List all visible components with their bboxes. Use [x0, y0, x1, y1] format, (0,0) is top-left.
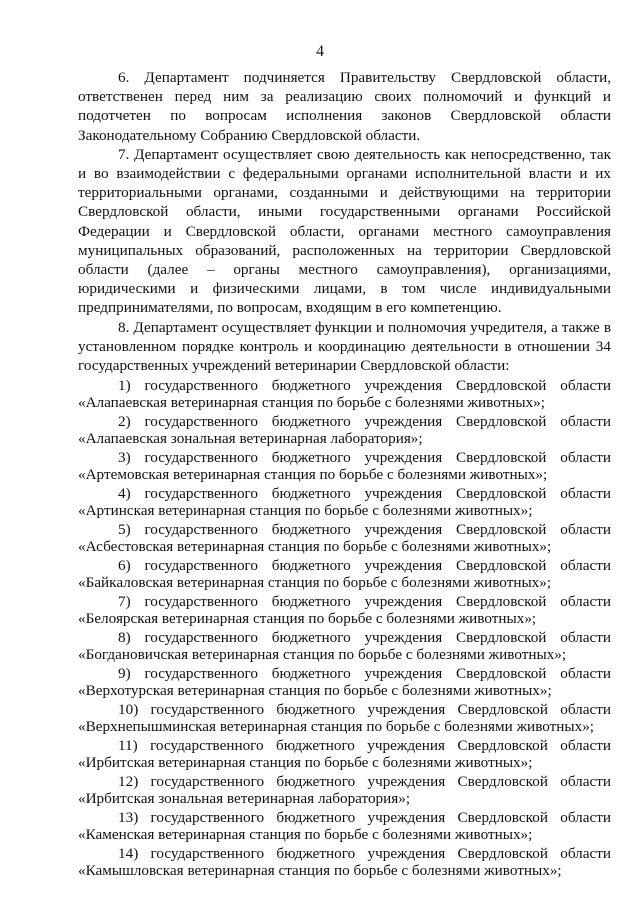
paragraph-6: 6. Департамент подчиняется Правительству Свердловской области, ответственен перед ним за реализацию своих полномочий и функций и подотчетен по вопросам исполнения законов Свердловской области Законодательному Собранию Свердловской области. — [78, 69, 611, 144]
list-item-name: «Богдановичская ветеринарная станция по борьбе с болезнями животных»; — [78, 645, 567, 663]
list-item-heading: 13) государственного бюджетного учреждения Свердловской области — [118, 809, 611, 827]
list-item — [78, 558, 611, 591]
list-item — [78, 810, 611, 843]
list-item-heading: 4) государственного бюджетного учреждения Свердловской области — [118, 485, 611, 503]
list-item — [78, 594, 611, 627]
institution-list — [78, 378, 611, 879]
list-item-name: «Каменская ветеринарная станция по борьбе с болезнями животных»; — [78, 825, 533, 843]
list-item-heading: 14) государственного бюджетного учреждения Свердловской области — [118, 845, 611, 863]
list-item — [78, 738, 611, 771]
list-item-heading: 3) государственного бюджетного учреждения Свердловской области — [118, 449, 611, 467]
list-item-name: «Асбестовская ветеринарная станция по борьбе с болезнями животных»; — [78, 537, 552, 555]
list-item — [78, 486, 611, 519]
list-item-heading: 8) государственного бюджетного учреждения Свердловской области — [118, 629, 611, 647]
list-item-heading: 11) государственного бюджетного учреждения Свердловской области — [118, 737, 611, 755]
list-item-heading: 12) государственного бюджетного учреждения Свердловской области — [118, 773, 611, 791]
list-item-heading: 2) государственного бюджетного учреждения Свердловской области — [118, 413, 611, 431]
list-item-name: «Алапаевская зональная ветеринарная лаборатория»; — [78, 429, 423, 447]
list-item-name: «Ирбитская ветеринарная станция по борьбе с болезнями животных»; — [78, 753, 533, 771]
list-item-heading: 7) государственного бюджетного учреждения Свердловской области — [118, 593, 611, 611]
list-item-name: «Ирбитская зональная ветеринарная лаборатория»; — [78, 789, 411, 807]
document-body — [78, 68, 611, 879]
paragraph-8: 8. Департамент осуществляет функции и полномочия учредителя, а также в установленном порядке контроль и координацию деятельности в отношении 34 государственных учреждений ветеринарии Свердловской области: — [78, 318, 611, 375]
list-item-name: «Алапаевская ветеринарная станция по борьбе с болезнями животных»; — [78, 393, 545, 411]
list-item — [78, 522, 611, 555]
list-item — [78, 846, 611, 879]
list-item — [78, 450, 611, 483]
list-item-name: «Белоярская ветеринарная станция по борьбе с болезнями животных»; — [78, 609, 537, 627]
list-item-heading: 9) государственного бюджетного учреждения Свердловской области — [118, 665, 611, 683]
list-item-name: «Камышловская ветеринарная станция по борьбе с болезнями животных»; — [78, 861, 562, 879]
list-item-name: «Артинская ветеринарная станция по борьбе с болезнями животных»; — [78, 501, 533, 519]
page-number: 4 — [316, 43, 324, 60]
list-item — [78, 414, 611, 447]
list-item-name: «Байкаловская ветеринарная станция по борьбе с болезнями животных»; — [78, 573, 552, 591]
list-item-heading: 5) государственного бюджетного учреждения Свердловской области — [118, 521, 611, 539]
list-item-name: «Верхнепышминская ветеринарная станция по борьбе с болезнями животных»; — [78, 717, 595, 735]
list-item — [78, 702, 611, 735]
list-item-heading: 1) государственного бюджетного учреждения Свердловской области — [118, 377, 611, 395]
list-item — [78, 630, 611, 663]
list-item — [78, 666, 611, 699]
list-item-name: «Верхотурская ветеринарная станция по борьбе с болезнями животных»; — [78, 681, 552, 699]
paragraph-7: 7. Департамент осуществляет свою деятельность как непосредственно, так и во взаимодействии с федеральными органами исполнительной власти и их территориальными органами, созданными и действующими на территории Свердловской области, иными государственными органами Российской Федерации и Свердловской области, органами местного самоуправления муниципальных образований, расположенных на территории Свердловской области (далее – органы местного самоуправления), организациями, юридическими и физическими лицами, в том числе индивидуальными предпринимателями, по вопросам, входящим в его компетенцию. — [78, 145, 611, 317]
list-item-heading: 10) государственного бюджетного учреждения Свердловской области — [118, 701, 611, 719]
list-item — [78, 378, 611, 411]
list-item-name: «Артемовская ветеринарная станция по борьбе с болезнями животных»; — [78, 465, 548, 483]
list-item — [78, 774, 611, 807]
list-item-heading: 6) государственного бюджетного учреждения Свердловской области — [118, 557, 611, 575]
